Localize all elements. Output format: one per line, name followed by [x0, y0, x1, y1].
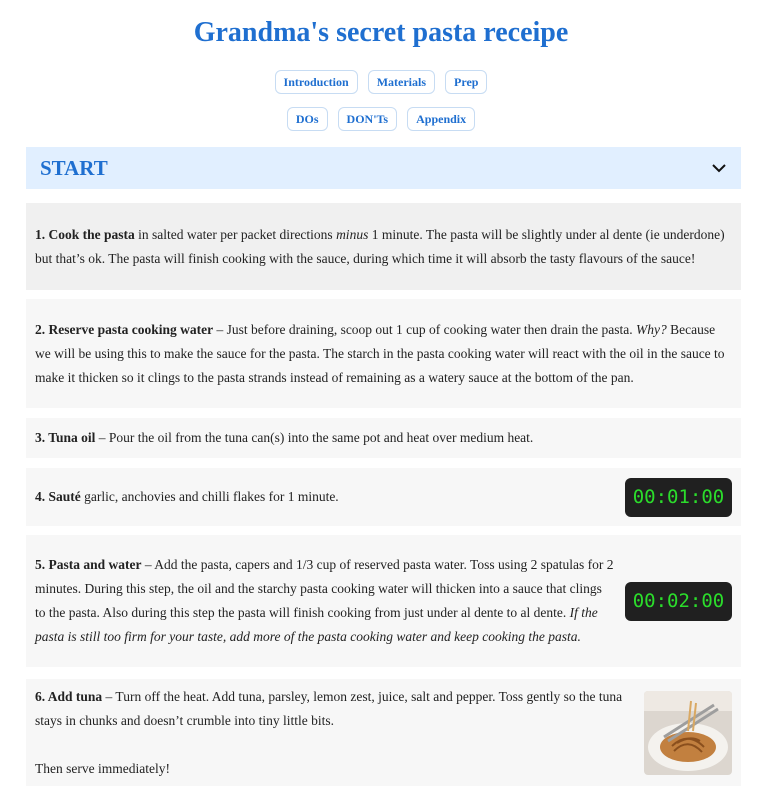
step-2-text: [35, 318, 732, 390]
start-section-header[interactable]: [26, 147, 741, 189]
nav-appendix[interactable]: Appendix: [407, 107, 475, 131]
step-3-body: – Pour the oil from the tuna can(s) into the same pot and heat over medium heat.: [95, 430, 534, 445]
section-title: START: [40, 155, 108, 180]
nav-introduction[interactable]: Introduction: [275, 70, 358, 94]
step-5-text: [35, 553, 615, 649]
step-3: [26, 418, 741, 458]
step-1-heading: 1. Cook the pasta: [35, 226, 135, 242]
step-4-text: [35, 485, 615, 509]
step-4-body: garlic, anchovies and chilli flakes for 1 minute.: [80, 489, 339, 504]
step-6-heading: 6. Add tuna: [35, 688, 103, 704]
step-1: [26, 203, 741, 290]
step-1-emphasis: minus: [336, 226, 369, 242]
step-5-timer[interactable]: 00:02:00: [625, 582, 732, 621]
nav-materials[interactable]: Materials: [368, 70, 435, 94]
step-2-emphasis: Why?: [635, 321, 667, 337]
step-4-timer[interactable]: 00:01:00: [625, 478, 732, 517]
step-4-heading: 4. Sauté: [35, 489, 81, 504]
nav-dos[interactable]: DOs: [287, 107, 328, 131]
step-5: [26, 535, 741, 667]
step-1-body: in salted water per packet directions: [134, 226, 337, 242]
nav-donts[interactable]: DON'Ts: [338, 107, 398, 131]
step-6: [26, 679, 741, 786]
step-6-text: [35, 685, 634, 781]
nav-row-1: [0, 70, 762, 94]
step-5-emphasis: If the pasta is still too firm for your taste, add more of the pasta cooking water and keep cooking the pasta.: [35, 605, 598, 644]
step-1-body-2: 1 minute. The pasta will be slightly under al dente (ie underdone) but that’s ok. The pasta will finish cooking with the sauce, during which time it will absorb the tasty flavours of the sauce!: [35, 226, 725, 266]
step-6-body: – Turn off the heat. Add tuna, parsley, lemon zest, juice, salt and pepper. Toss gently so the tuna stays in chunks and doesn’t crumble into tiny little bits.: [35, 688, 623, 728]
step-3-heading: 3. Tuna oil: [35, 430, 96, 445]
step-2-body: – Just before draining, scoop out 1 cup of cooking water then drain the pasta.: [213, 321, 636, 337]
step-5-heading: 5. Pasta and water: [35, 557, 142, 572]
step-1-text: [35, 223, 732, 271]
nav-prep[interactable]: Prep: [445, 70, 487, 94]
step-2: [26, 299, 741, 408]
step-6-body-2: Then serve immediately!: [35, 760, 170, 776]
step-2-heading: 2. Reserve pasta cooking water: [35, 321, 214, 337]
nav-row-2: [0, 107, 762, 131]
chevron-down-icon[interactable]: [711, 160, 727, 176]
step-3-text: [35, 426, 732, 450]
page-title: Grandma's secret pasta receipe: [193, 17, 569, 48]
pasta-photo: [644, 691, 732, 775]
step-5-body: – Add the pasta, capers and 1/3 cup of reserved pasta water. Toss using 2 spatulas for 2 minutes. During this step, the oil and the starchy pasta cooking water will thicken into a sauce that clings to the pasta. Also during this step the pasta will finish cooking from just under al dente to al dente.: [35, 557, 614, 620]
step-4: [26, 468, 741, 526]
step-2-body-2: Because we will be using this to make the sauce for the pasta. The starch in the pasta cooking water will react with the oil in the sauce to make it thicken so it clings to the pasta strands instead of remaining as a watery sauce at the bottom of the pan.: [35, 321, 725, 385]
